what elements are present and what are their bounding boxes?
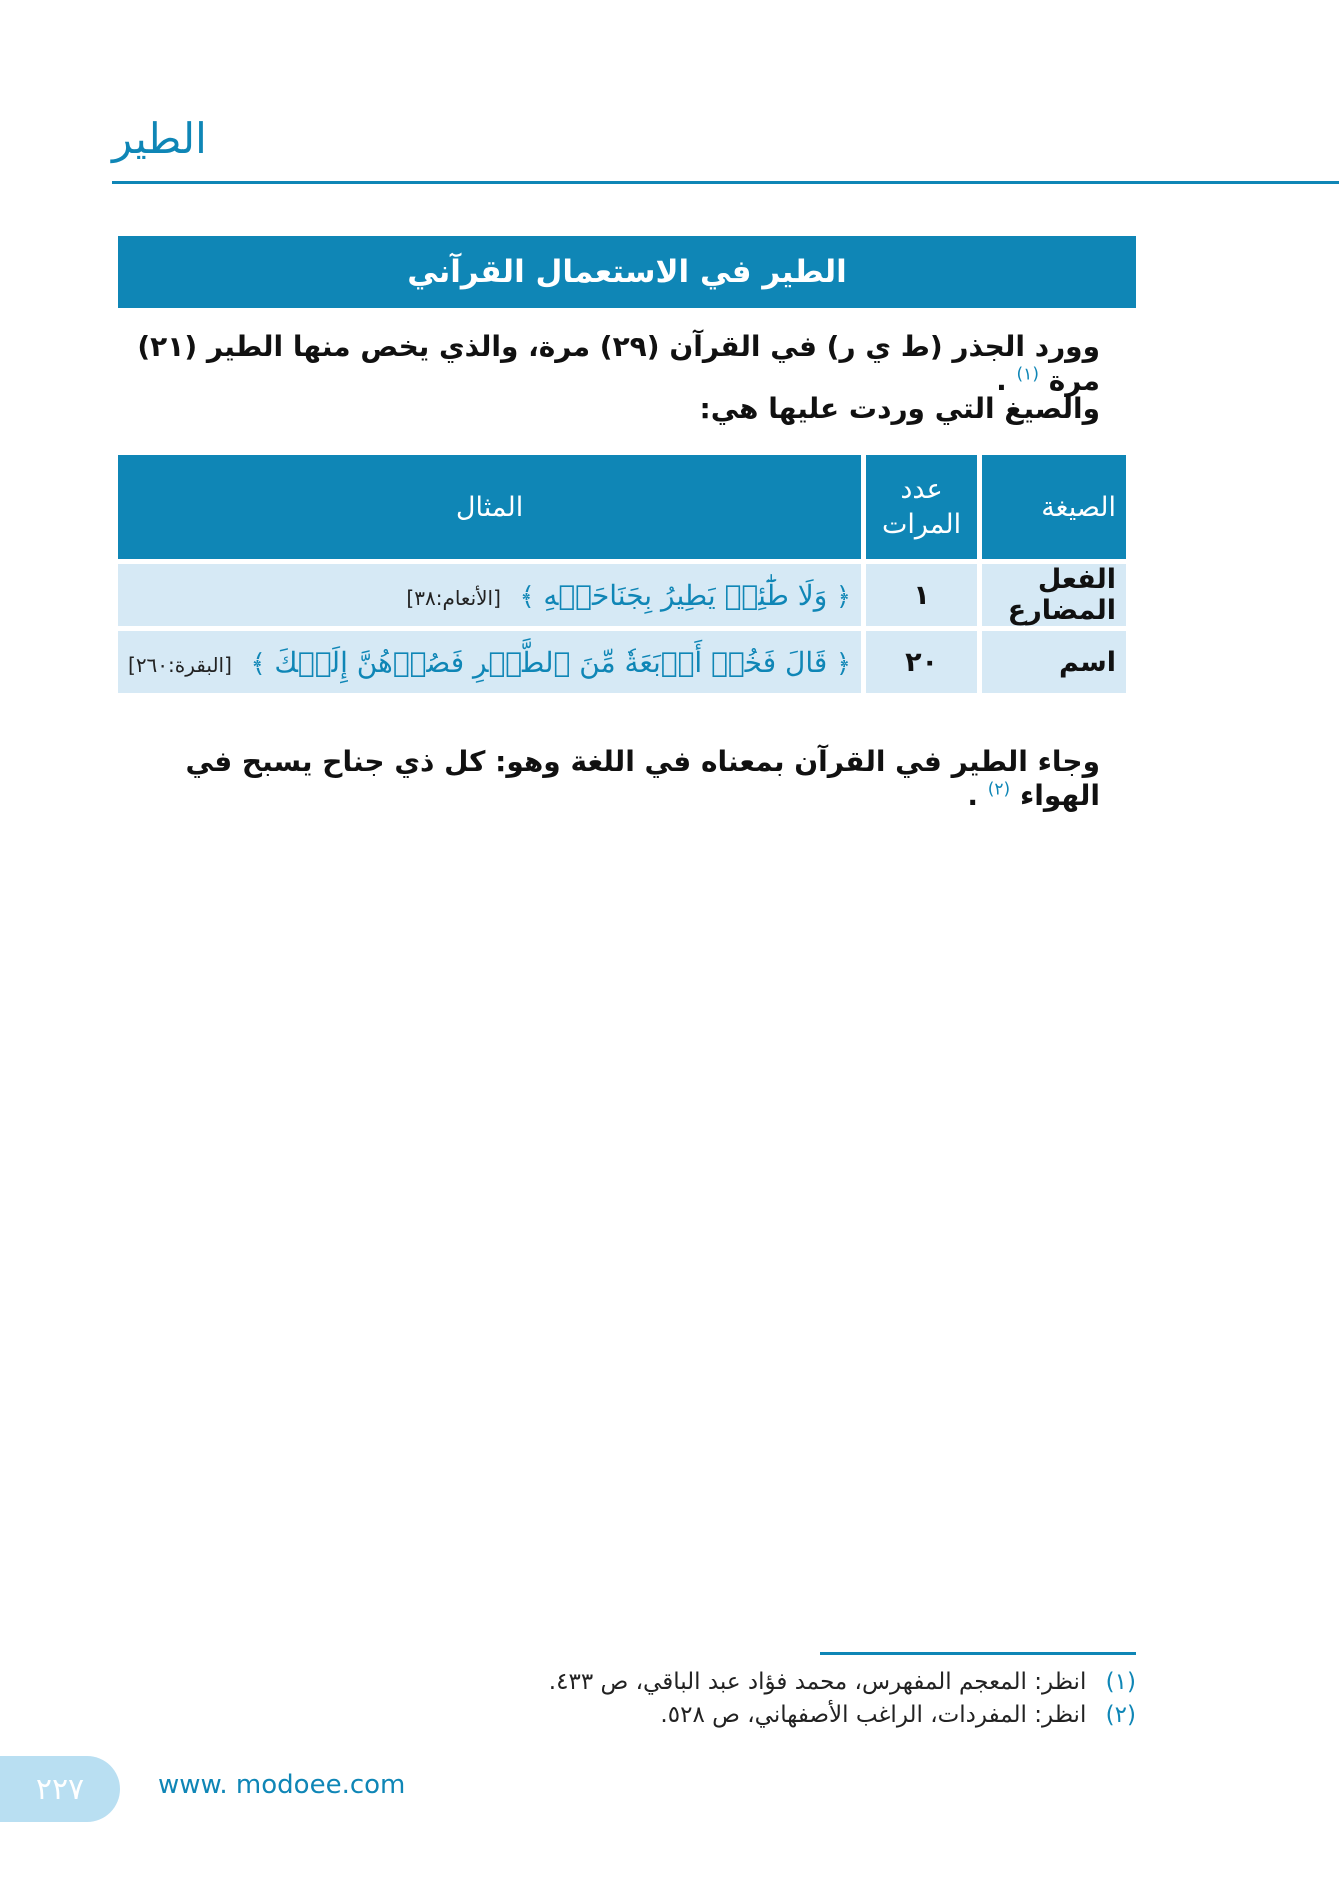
row-example	[118, 564, 861, 626]
running-title: الطير	[112, 114, 207, 163]
verse-text: قَالَ فَخُذۡ أَرۡبَعَةٗ مِّنَ ٱلطَّيۡرِ فَصُرۡهُنَّ إِلَيۡكَ	[274, 645, 828, 679]
row-count: ٢٠	[866, 631, 977, 693]
intro-paragraph	[118, 330, 1100, 397]
footnote-number: (١)	[1105, 1669, 1136, 1695]
table-row	[118, 564, 1126, 626]
table-row	[118, 631, 1126, 693]
verse-citation: [البقرة:٢٦٠]	[128, 652, 232, 677]
footnote-item	[118, 1666, 1136, 1699]
ornament-open-icon: ﴿	[835, 581, 852, 612]
footnote-number: (٢)	[1105, 1702, 1136, 1729]
intro-period: .	[996, 363, 1007, 397]
row-count: ١	[866, 564, 977, 626]
row-example	[118, 631, 861, 693]
footnote-ref-1[interactable]: (١)	[1016, 364, 1039, 385]
footnote-text: انظر: المفردات، الراغب الأصفهاني، ص ٥٢٨.	[660, 1702, 1087, 1729]
footnote-divider	[820, 1652, 1136, 1655]
footnotes	[118, 1666, 1136, 1733]
ornament-close-icon: ﴾	[250, 648, 266, 679]
header-example: المثال	[118, 455, 861, 559]
verse-citation: [الأنعام:٣٨]	[406, 585, 501, 610]
section-title-text: الطير في الاستعمال القرآني	[407, 254, 847, 290]
page-number-tab	[0, 1756, 120, 1822]
table-header-row	[118, 455, 1126, 559]
header-rule	[112, 181, 1339, 184]
row-form: الفعل المضارع	[982, 564, 1126, 626]
footnote-text: انظر: المعجم المفهرس، محمد فؤاد عبد الباقي، ص ٤٣٣.	[548, 1669, 1087, 1695]
closing-paragraph	[118, 745, 1100, 812]
row-form: اسم	[982, 631, 1126, 693]
section-title	[118, 236, 1136, 308]
footnote-item	[118, 1699, 1136, 1732]
page-number: ٢٢٧	[35, 1771, 85, 1807]
footnote-ref-2[interactable]: (٢)	[987, 779, 1011, 800]
site-url-link[interactable]: www. modoee.com	[158, 1770, 406, 1800]
header-count: عدد المرات	[866, 455, 977, 559]
verse-text: وَلَا طَٰٓئِرٖ يَطِيرُ بِجَنَاحَيۡهِ	[543, 578, 828, 612]
header-form: الصيغة	[982, 455, 1126, 559]
ornament-open-icon: ﴿	[835, 648, 852, 679]
forms-table	[113, 450, 1131, 698]
intro-text: وورد الجذر (ط ي ر) في القرآن (٢٩) مرة، والذي يخص منها الطير (٢١) مرة	[137, 330, 1100, 397]
closing-period: .	[967, 778, 979, 812]
ornament-close-icon: ﴾	[519, 581, 535, 612]
forms-intro: والصيغ التي وردت عليها هي:	[699, 392, 1100, 425]
closing-text: وجاء الطير في القرآن بمعناه في اللغة وهو: كل ذي جناح يسبح في الهواء	[185, 745, 1100, 812]
